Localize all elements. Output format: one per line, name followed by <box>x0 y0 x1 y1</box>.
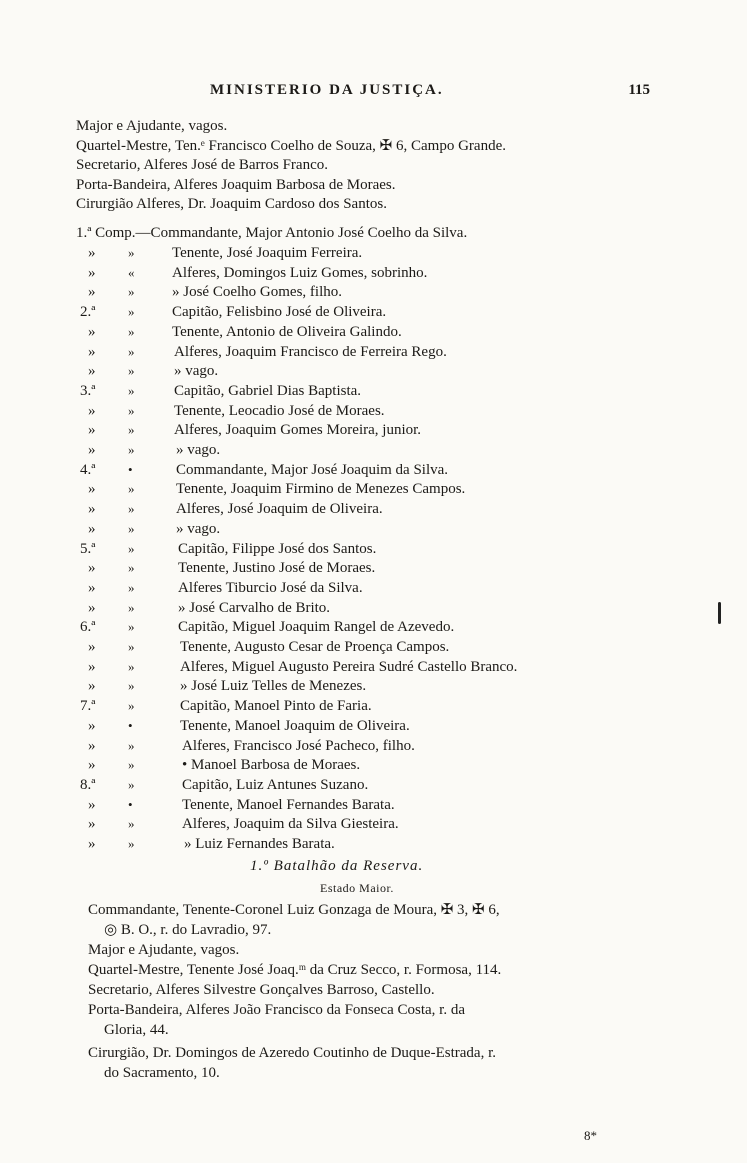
company-officer-line: Capitão, Filippe José dos Santos. <box>178 541 377 557</box>
company-ordinal: » <box>88 718 96 734</box>
company-ordinal: » <box>88 422 96 438</box>
company-officer-line: Alferes, Joaquim Francisco de Ferreira Rego. <box>174 344 447 360</box>
company-ditto: » <box>128 816 135 831</box>
company-officer-line: Tenente, Manoel Joaquim de Oliveira. <box>180 718 410 734</box>
company-officer-line: Tenente, Antonio de Oliveira Galindo. <box>172 324 402 340</box>
company-officer-line: Capitão, Gabriel Dias Baptista. <box>174 383 362 399</box>
company-officer-line: » José Coelho Gomes, filho. <box>172 284 342 300</box>
company-ditto: » <box>128 698 135 713</box>
company-ditto: » <box>128 757 135 772</box>
company-ditto: » <box>128 836 135 851</box>
staff-line: Secretario, Alferes José de Barros Franco. <box>76 157 328 173</box>
page-number: 115 <box>628 82 650 98</box>
company-officer-line: » Luiz Fernandes Barata. <box>184 836 335 852</box>
company-ditto: » <box>128 541 135 556</box>
company-ordinal: » <box>88 738 96 754</box>
company-ordinal: » <box>88 501 96 517</box>
company-ordinal: 4.ª <box>80 462 96 478</box>
company-officer-line: Capitão, Manoel Pinto de Faria. <box>180 698 372 714</box>
company-ditto: » <box>128 324 135 339</box>
company-ditto: » <box>128 363 135 378</box>
company-ditto: » <box>128 600 135 615</box>
company-ordinal: 2.ª <box>80 304 96 320</box>
company-officer-line: » vago. <box>176 521 221 537</box>
company-ditto: • <box>128 462 133 477</box>
staff-line: Porta-Bandeira, Alferes Joaquim Barbosa de Moraes. <box>76 177 396 193</box>
company-ordinal: » <box>88 797 96 813</box>
company-ditto: » <box>128 344 135 359</box>
reserve-line: Gloria, 44. <box>104 1022 169 1038</box>
company-ordinal: 7.ª <box>80 698 96 714</box>
company-ditto: » <box>128 383 135 398</box>
company-ditto: » <box>128 245 135 260</box>
company-officer-line: Tenente, Joaquim Firmino de Menezes Campos. <box>176 481 466 497</box>
reserve-line: Commandante, Tenente-Coronel Luiz Gonzaga de Moura, ✠ 3, ✠ 6, <box>88 902 500 918</box>
page-title: MINISTERIO DA JUSTIÇA. <box>210 82 444 98</box>
company-ordinal: » <box>88 442 96 458</box>
company-ordinal: » <box>88 363 96 379</box>
company-ordinal: » <box>88 659 96 675</box>
company-ditto: » <box>128 639 135 654</box>
reserve-subtitle: Estado Maior. <box>320 881 394 895</box>
company-ditto: » <box>128 442 135 457</box>
company-officer-line: » José Luiz Telles de Menezes. <box>180 678 367 694</box>
company-ditto: » <box>128 481 135 496</box>
company-ordinal: » <box>88 245 96 261</box>
page-header <box>150 82 650 106</box>
company-officer-line: » vago. <box>174 363 219 379</box>
company-officer-line: » vago. <box>176 442 221 458</box>
company-ordinal: 3.ª <box>80 383 96 399</box>
company-ordinal: » <box>88 600 96 616</box>
company-ordinal: 6.ª <box>80 619 96 635</box>
company-ordinal: » <box>88 836 96 852</box>
company-first-line: 1.ª Comp.—Commandante, Major Antonio José Coelho da Silva. <box>76 225 468 241</box>
company-officer-line: Alferes, Joaquim Gomes Moreira, junior. <box>174 422 422 438</box>
company-ditto: » <box>128 619 135 634</box>
reserve-line: ◎ B. O., r. do Lavradio, 97. <box>104 922 272 938</box>
company-officer-line: » José Carvalho de Brito. <box>178 600 331 616</box>
company-ordinal: » <box>88 344 96 360</box>
company-ditto: » <box>128 738 135 753</box>
company-ditto: » <box>128 777 135 792</box>
staff-line: Cirurgião Alferes, Dr. Joaquim Cardoso dos Santos. <box>76 196 387 212</box>
company-ordinal: 5.ª <box>80 541 96 557</box>
company-ordinal: 8.ª <box>80 777 96 793</box>
company-ditto: » <box>128 501 135 516</box>
company-officer-line: Commandante, Major José Joaquim da Silva. <box>176 462 449 478</box>
company-officer-line: Alferes, Miguel Augusto Pereira Sudré Castello Branco. <box>180 659 518 675</box>
staff-line: Quartel-Mestre, Ten.ᵉ Francisco Coelho de Souza, ✠ 6, Campo Grande. <box>76 138 506 154</box>
company-ordinal: » <box>88 757 96 773</box>
company-ditto: » <box>128 659 135 674</box>
company-ordinal: » <box>88 265 96 281</box>
reserve-line: Major e Ajudante, vagos. <box>88 942 240 958</box>
company-ordinal: » <box>88 284 96 300</box>
reserve-title: 1.º Batalhão da Reserva. <box>250 858 424 874</box>
company-ordinal: » <box>88 816 96 832</box>
company-officer-line: Tenente, Justino José de Moraes. <box>178 560 376 576</box>
company-ordinal: » <box>88 324 96 340</box>
company-officer-line: Tenente, Leocadio José de Moraes. <box>174 403 385 419</box>
company-ordinal: » <box>88 639 96 655</box>
company-officer-line: Alferes, Joaquim da Silva Giesteira. <box>182 816 399 832</box>
company-officer-line: Tenente, Manoel Fernandes Barata. <box>182 797 395 813</box>
company-ditto: » <box>128 304 135 319</box>
company-officer-line: Capitão, Miguel Joaquim Rangel de Azevedo. <box>178 619 455 635</box>
company-officer-line: Alferes, José Joaquim de Oliveira. <box>176 501 383 517</box>
company-ordinal: » <box>88 403 96 419</box>
company-ditto: » <box>128 521 135 536</box>
company-ditto: • <box>128 718 133 733</box>
reserve-line: Porta-Bandeira, Alferes João Francisco da Fonseca Costa, r. da <box>88 1002 465 1018</box>
reserve-line: Quartel-Mestre, Tenente José Joaq.ᵐ da Cruz Secco, r. Formosa, 114. <box>88 962 502 978</box>
company-officer-line: Tenente, José Joaquim Ferreira. <box>172 245 363 261</box>
company-ditto: » <box>128 422 135 437</box>
company-ordinal: » <box>88 580 96 596</box>
staff-line: Major e Ajudante, vagos. <box>76 118 228 134</box>
company-officer-line: Alferes, Francisco José Pacheco, filho. <box>182 738 415 754</box>
company-ordinal: » <box>88 678 96 694</box>
company-ditto: » <box>128 284 135 299</box>
company-ditto: » <box>128 560 135 575</box>
reserve-line: Secretario, Alferes Silvestre Gonçalves Barroso, Castello. <box>88 982 435 998</box>
company-officer-line: Alferes, Domingos Luiz Gomes, sobrinho. <box>172 265 428 281</box>
company-ditto: » <box>128 678 135 693</box>
company-ditto: » <box>128 403 135 418</box>
margin-mark <box>718 602 721 624</box>
company-officer-line: Tenente, Augusto Cesar de Proença Campos. <box>180 639 450 655</box>
company-officer-line: Alferes Tiburcio José da Silva. <box>178 580 363 596</box>
company-officer-line: Capitão, Luiz Antunes Suzano. <box>182 777 369 793</box>
reserve-line: do Sacramento, 10. <box>104 1065 220 1081</box>
company-ordinal: » <box>88 521 96 537</box>
signature-mark: 8* <box>584 1128 597 1143</box>
company-ditto: • <box>128 797 133 812</box>
company-ditto: « <box>128 265 135 280</box>
company-ordinal: » <box>88 560 96 576</box>
company-ditto: » <box>128 580 135 595</box>
company-ordinal: » <box>88 481 96 497</box>
company-officer-line: • Manoel Barbosa de Moraes. <box>182 757 361 773</box>
reserve-line: Cirurgião, Dr. Domingos de Azeredo Coutinho de Duque-Estrada, r. <box>88 1045 496 1061</box>
company-officer-line: Capitão, Felisbino José de Oliveira. <box>172 304 387 320</box>
